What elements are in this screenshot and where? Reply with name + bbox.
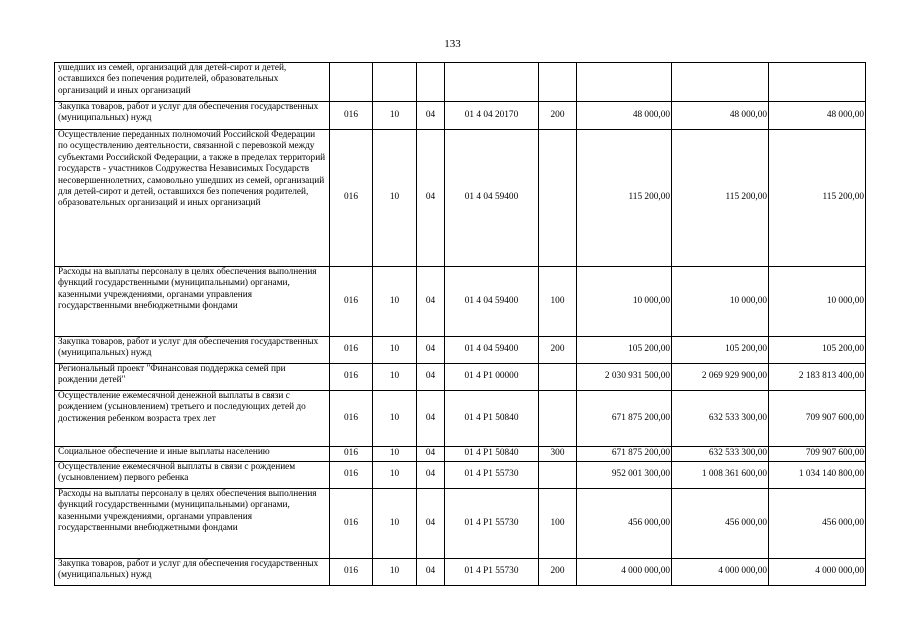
table-row	[55, 364, 866, 391]
amount-year-2: 2 069 929 900,00	[672, 364, 769, 391]
row-description: Осуществление ежемесячной денежной выплаты в связи с рождением (усыновлением) третьего и последующих детей до достижения ребенком возраста трех лет	[55, 391, 330, 447]
amount-year-2: 105 200,00	[672, 337, 769, 364]
section-code: 10	[373, 462, 417, 489]
table-row	[55, 559, 866, 586]
amount-year-1: 952 001 300,00	[577, 462, 672, 489]
admin-code: 016	[330, 364, 373, 391]
table-row	[55, 462, 866, 489]
expense-type-code: 100	[539, 489, 577, 559]
amount-year-3: 10 000,00	[769, 267, 866, 337]
section-code: 10	[373, 267, 417, 337]
amount-year-2: 4 000 000,00	[672, 559, 769, 586]
target-article-code: 01 4 P1 50840	[445, 447, 539, 462]
subsection-code: 04	[417, 267, 445, 337]
amount-year-1: 4 000 000,00	[577, 559, 672, 586]
amount-year-2: 115 200,00	[672, 130, 769, 267]
amount-year-3: 105 200,00	[769, 337, 866, 364]
table-row	[55, 63, 866, 102]
amount-year-2: 1 008 361 600,00	[672, 462, 769, 489]
subsection-code: 04	[417, 364, 445, 391]
budget-table	[54, 62, 866, 586]
amount-year-1: 2 030 931 500,00	[577, 364, 672, 391]
section-code: 10	[373, 130, 417, 267]
admin-code: 016	[330, 267, 373, 337]
target-article-code: 01 4 04 20170	[445, 102, 539, 130]
row-description: Расходы на выплаты персоналу в целях обеспечения выполнения функций государственными (муниципальными) органами, казенными учреждениями, органами управления государственными внебюджетными фондами	[55, 489, 330, 559]
section-code: 10	[373, 364, 417, 391]
admin-code: 016	[330, 102, 373, 130]
subsection-code: 04	[417, 102, 445, 130]
expense-type-code	[539, 63, 577, 102]
amount-year-2: 632 533 300,00	[672, 391, 769, 447]
amount-year-3: 48 000,00	[769, 102, 866, 130]
target-article-code: 01 4 P1 55730	[445, 489, 539, 559]
row-description: Региональный проект "Финансовая поддержка семей при рождении детей"	[55, 364, 330, 391]
row-description: Закупка товаров, работ и услуг для обеспечения государственных (муниципальных) нужд	[55, 559, 330, 586]
amount-year-1: 456 000,00	[577, 489, 672, 559]
table-row	[55, 102, 866, 130]
section-code: 10	[373, 447, 417, 462]
amount-year-3: 456 000,00	[769, 489, 866, 559]
target-article-code: 01 4 P1 50840	[445, 391, 539, 447]
amount-year-3: 709 907 600,00	[769, 447, 866, 462]
row-description: ушедших из семей, организаций для детей-сирот и детей, оставшихся без попечения родителей, образовательных организаций и иных организаций	[55, 63, 330, 102]
amount-year-1: 115 200,00	[577, 130, 672, 267]
expense-type-code: 100	[539, 267, 577, 337]
table-row	[55, 391, 866, 447]
admin-code	[330, 63, 373, 102]
amount-year-2: 456 000,00	[672, 489, 769, 559]
expense-type-code	[539, 391, 577, 447]
page-number: 133	[444, 38, 461, 50]
amount-year-3: 115 200,00	[769, 130, 866, 267]
table-row	[55, 447, 866, 462]
target-article-code: 01 4 P1 00000	[445, 364, 539, 391]
section-code	[373, 63, 417, 102]
table-row	[55, 130, 866, 267]
target-article-code: 01 4 P1 55730	[445, 462, 539, 489]
admin-code: 016	[330, 130, 373, 267]
row-description: Осуществление ежемесячной выплаты в связи с рождением (усыновлением) первого ребенка	[55, 462, 330, 489]
row-description: Закупка товаров, работ и услуг для обеспечения государственных (муниципальных) нужд	[55, 337, 330, 364]
subsection-code: 04	[417, 462, 445, 489]
amount-year-3: 1 034 140 800,00	[769, 462, 866, 489]
expense-type-code	[539, 364, 577, 391]
section-code: 10	[373, 489, 417, 559]
amount-year-3: 2 183 813 400,00	[769, 364, 866, 391]
table-row	[55, 337, 866, 364]
section-code: 10	[373, 559, 417, 586]
admin-code: 016	[330, 489, 373, 559]
amount-year-3: 4 000 000,00	[769, 559, 866, 586]
section-code: 10	[373, 391, 417, 447]
subsection-code: 04	[417, 130, 445, 267]
subsection-code: 04	[417, 337, 445, 364]
expense-type-code: 300	[539, 447, 577, 462]
subsection-code: 04	[417, 559, 445, 586]
table-row	[55, 489, 866, 559]
subsection-code: 04	[417, 447, 445, 462]
admin-code: 016	[330, 337, 373, 364]
amount-year-1: 671 875 200,00	[577, 447, 672, 462]
target-article-code: 01 4 04 59400	[445, 267, 539, 337]
admin-code: 016	[330, 391, 373, 447]
target-article-code: 01 4 04 59400	[445, 130, 539, 267]
amount-year-2: 48 000,00	[672, 102, 769, 130]
table-row	[55, 267, 866, 337]
section-code: 10	[373, 102, 417, 130]
admin-code: 016	[330, 447, 373, 462]
amount-year-2: 632 533 300,00	[672, 447, 769, 462]
expense-type-code	[539, 462, 577, 489]
amount-year-2: 10 000,00	[672, 267, 769, 337]
admin-code: 016	[330, 462, 373, 489]
subsection-code	[417, 63, 445, 102]
subsection-code: 04	[417, 391, 445, 447]
row-description: Социальное обеспечение и иные выплаты населению	[55, 447, 330, 462]
amount-year-3: 709 907 600,00	[769, 391, 866, 447]
expense-type-code: 200	[539, 102, 577, 130]
amount-year-1	[577, 63, 672, 102]
expense-type-code	[539, 130, 577, 267]
row-description: Расходы на выплаты персоналу в целях обеспечения выполнения функций государственными (муниципальными) органами, казенными учреждениями, органами управления государственными внебюджетными фондами	[55, 267, 330, 337]
section-code: 10	[373, 337, 417, 364]
row-description: Осуществление переданных полномочий Российской Федерации по осуществлению деятельности, связанной с перевозкой между субъектами Российской Федерации, а также в пределах территорий государств - участников Содружества Независимых Государств несовершеннолетних, самовольно ушедших из семей, организаций для детей-сирот и детей, оставшихся без попечения родителей, образовательных организаций и иных организаций	[55, 130, 330, 267]
amount-year-2	[672, 63, 769, 102]
expense-type-code: 200	[539, 337, 577, 364]
target-article-code	[445, 63, 539, 102]
subsection-code: 04	[417, 489, 445, 559]
amount-year-1: 671 875 200,00	[577, 391, 672, 447]
target-article-code: 01 4 04 59400	[445, 337, 539, 364]
row-description: Закупка товаров, работ и услуг для обеспечения государственных (муниципальных) нужд	[55, 102, 330, 130]
admin-code: 016	[330, 559, 373, 586]
target-article-code: 01 4 P1 55730	[445, 559, 539, 586]
amount-year-1: 105 200,00	[577, 337, 672, 364]
amount-year-1: 48 000,00	[577, 102, 672, 130]
expense-type-code: 200	[539, 559, 577, 586]
amount-year-1: 10 000,00	[577, 267, 672, 337]
amount-year-3	[769, 63, 866, 102]
